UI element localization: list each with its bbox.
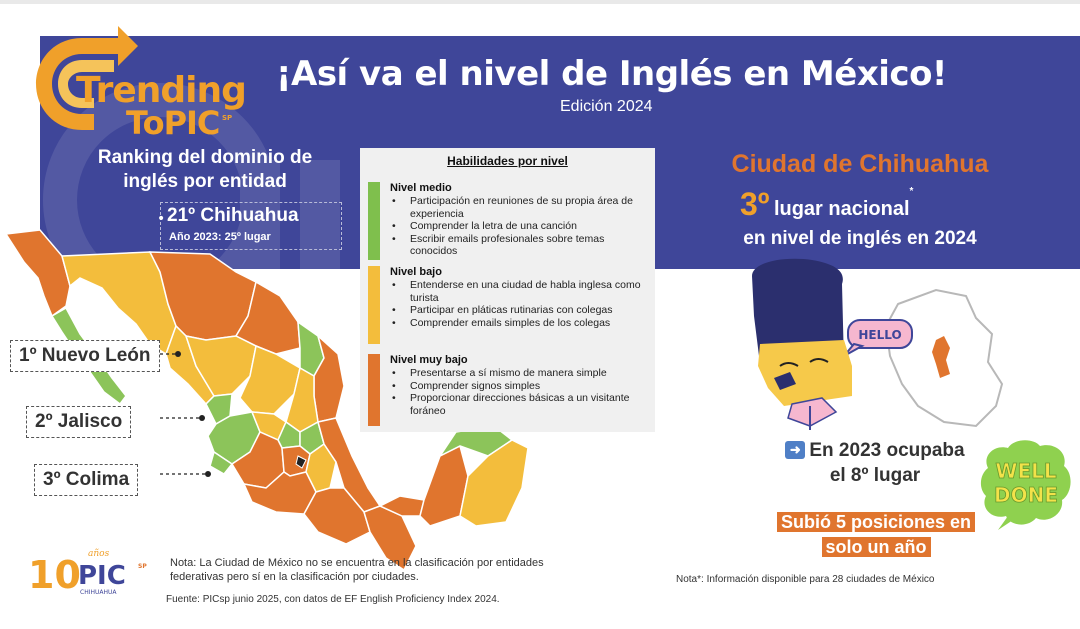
10-anos-pic-logo	[28, 548, 158, 598]
city-name: Ciudad de Chihuahua	[731, 150, 989, 178]
level-muy-bajo-list	[390, 367, 652, 417]
list-item: • Comprender emails simples de los colegas	[390, 317, 652, 330]
climb-callout	[762, 510, 990, 560]
previous-rank-line1-wrap	[770, 438, 980, 463]
level-bajo-name: Nivel bajo	[390, 266, 442, 278]
ranking-title	[60, 146, 350, 194]
rank-label-1: 1º Nuevo León	[10, 340, 160, 372]
level-muy-bajo-name: Nivel muy bajo	[390, 354, 468, 366]
previous-rank	[770, 438, 980, 488]
logo-word-trending: Trending	[76, 70, 246, 111]
chihuahua-rank: 21º Chihuahua	[167, 205, 299, 226]
footer-logo-sp: SP	[138, 563, 147, 570]
source-line: Fuente: PICsp junio 2025, con datos de EF English Proficiency Index 2024.	[166, 594, 500, 605]
well-done-sticker	[978, 438, 1074, 530]
marker-jalisco	[199, 415, 205, 421]
ranking-title-line1: Ranking del dominio de	[97, 147, 313, 168]
footer-logo-number: 10	[28, 553, 81, 597]
list-item: • Proporcionar direcciones básicas a un visitante foráneo	[390, 392, 652, 417]
sticker-line1: WELL	[995, 459, 1057, 483]
map-quintana-roo	[460, 440, 528, 526]
list-item: • Comprender la letra de una canción	[390, 220, 652, 233]
map-baja-north	[6, 230, 70, 316]
footnote-cities: Nota*: Información disponible para 28 ciudades de México	[676, 574, 935, 585]
level-bajo	[368, 266, 650, 344]
list-item: • Participar en pláticas rutinarias con colegas	[390, 304, 652, 317]
arrow-right-icon: ➜	[785, 441, 805, 459]
list-item: • Participación en reuniones de su propia área de experiencia	[390, 195, 652, 220]
level-medio	[368, 182, 650, 260]
city-rank-text: lugar nacional	[773, 198, 910, 220]
city-rank-number: 3º	[740, 186, 770, 222]
logo-word-topic: ToPIC	[126, 104, 220, 142]
level-bajo-list	[390, 279, 652, 329]
logo-sp: SP	[222, 114, 233, 122]
marker-colima	[205, 471, 211, 477]
character-illustration	[740, 256, 1060, 446]
bullet-dot: •	[157, 211, 166, 227]
city-rank	[740, 186, 980, 223]
city-rank-asterisk: *	[909, 186, 914, 197]
page-title: ¡Así va el nivel de Inglés en México!	[276, 54, 947, 94]
level-muy-bajo	[368, 354, 650, 426]
level-muy-bajo-color-bar	[368, 354, 380, 426]
climb-line1: Subió 5 posiciones en	[777, 512, 975, 532]
marker-nuevo-leon	[175, 351, 181, 357]
character-face	[758, 340, 852, 406]
list-item: • Escribir emails profesionales sobre temas conocidos	[390, 233, 652, 258]
level-medio-name: Nivel medio	[390, 182, 452, 194]
speech-bubble-text: HELLO	[858, 328, 902, 342]
footer-logo-city: CHIHUAHUA	[80, 589, 117, 596]
chihuahua-prev-rank: Año 2023: 25º lugar	[169, 231, 271, 243]
edition-label: Edición 2024	[560, 98, 653, 115]
rank-label-2: 2º Jalisco	[26, 406, 131, 438]
list-item: • Comprender signos simples	[390, 380, 652, 393]
footer-logo-pic: PIC	[78, 561, 126, 591]
previous-rank-line1: En 2023 ocupaba	[809, 440, 965, 461]
level-bajo-color-bar	[368, 266, 380, 344]
skills-title: Habilidades por nivel	[447, 154, 568, 168]
top-border	[0, 0, 1080, 4]
footer-logo-years: años	[88, 549, 110, 559]
previous-rank-line2: el 8º lugar	[829, 465, 921, 486]
footnote-cdmx: Nota: La Ciudad de México no se encuentra en la clasificación por entidades federativas pero sí en la clasificación por ciudades.	[170, 557, 544, 583]
list-item: • Entenderse en una ciudad de habla inglesa como turista	[390, 279, 652, 304]
climb-line2: solo un año	[822, 537, 931, 557]
rank-label-3: 3º Colima	[34, 464, 138, 496]
level-medio-color-bar	[368, 182, 380, 260]
skills-panel	[360, 148, 655, 432]
ranking-title-line2: inglés por entidad	[123, 171, 287, 192]
sticker-line2: DONE	[993, 483, 1059, 507]
level-medio-list	[390, 195, 652, 258]
city-rank-subtitle: en nivel de inglés en 2024	[743, 228, 977, 249]
list-item: • Presentarse a sí mismo de manera simple	[390, 367, 652, 380]
